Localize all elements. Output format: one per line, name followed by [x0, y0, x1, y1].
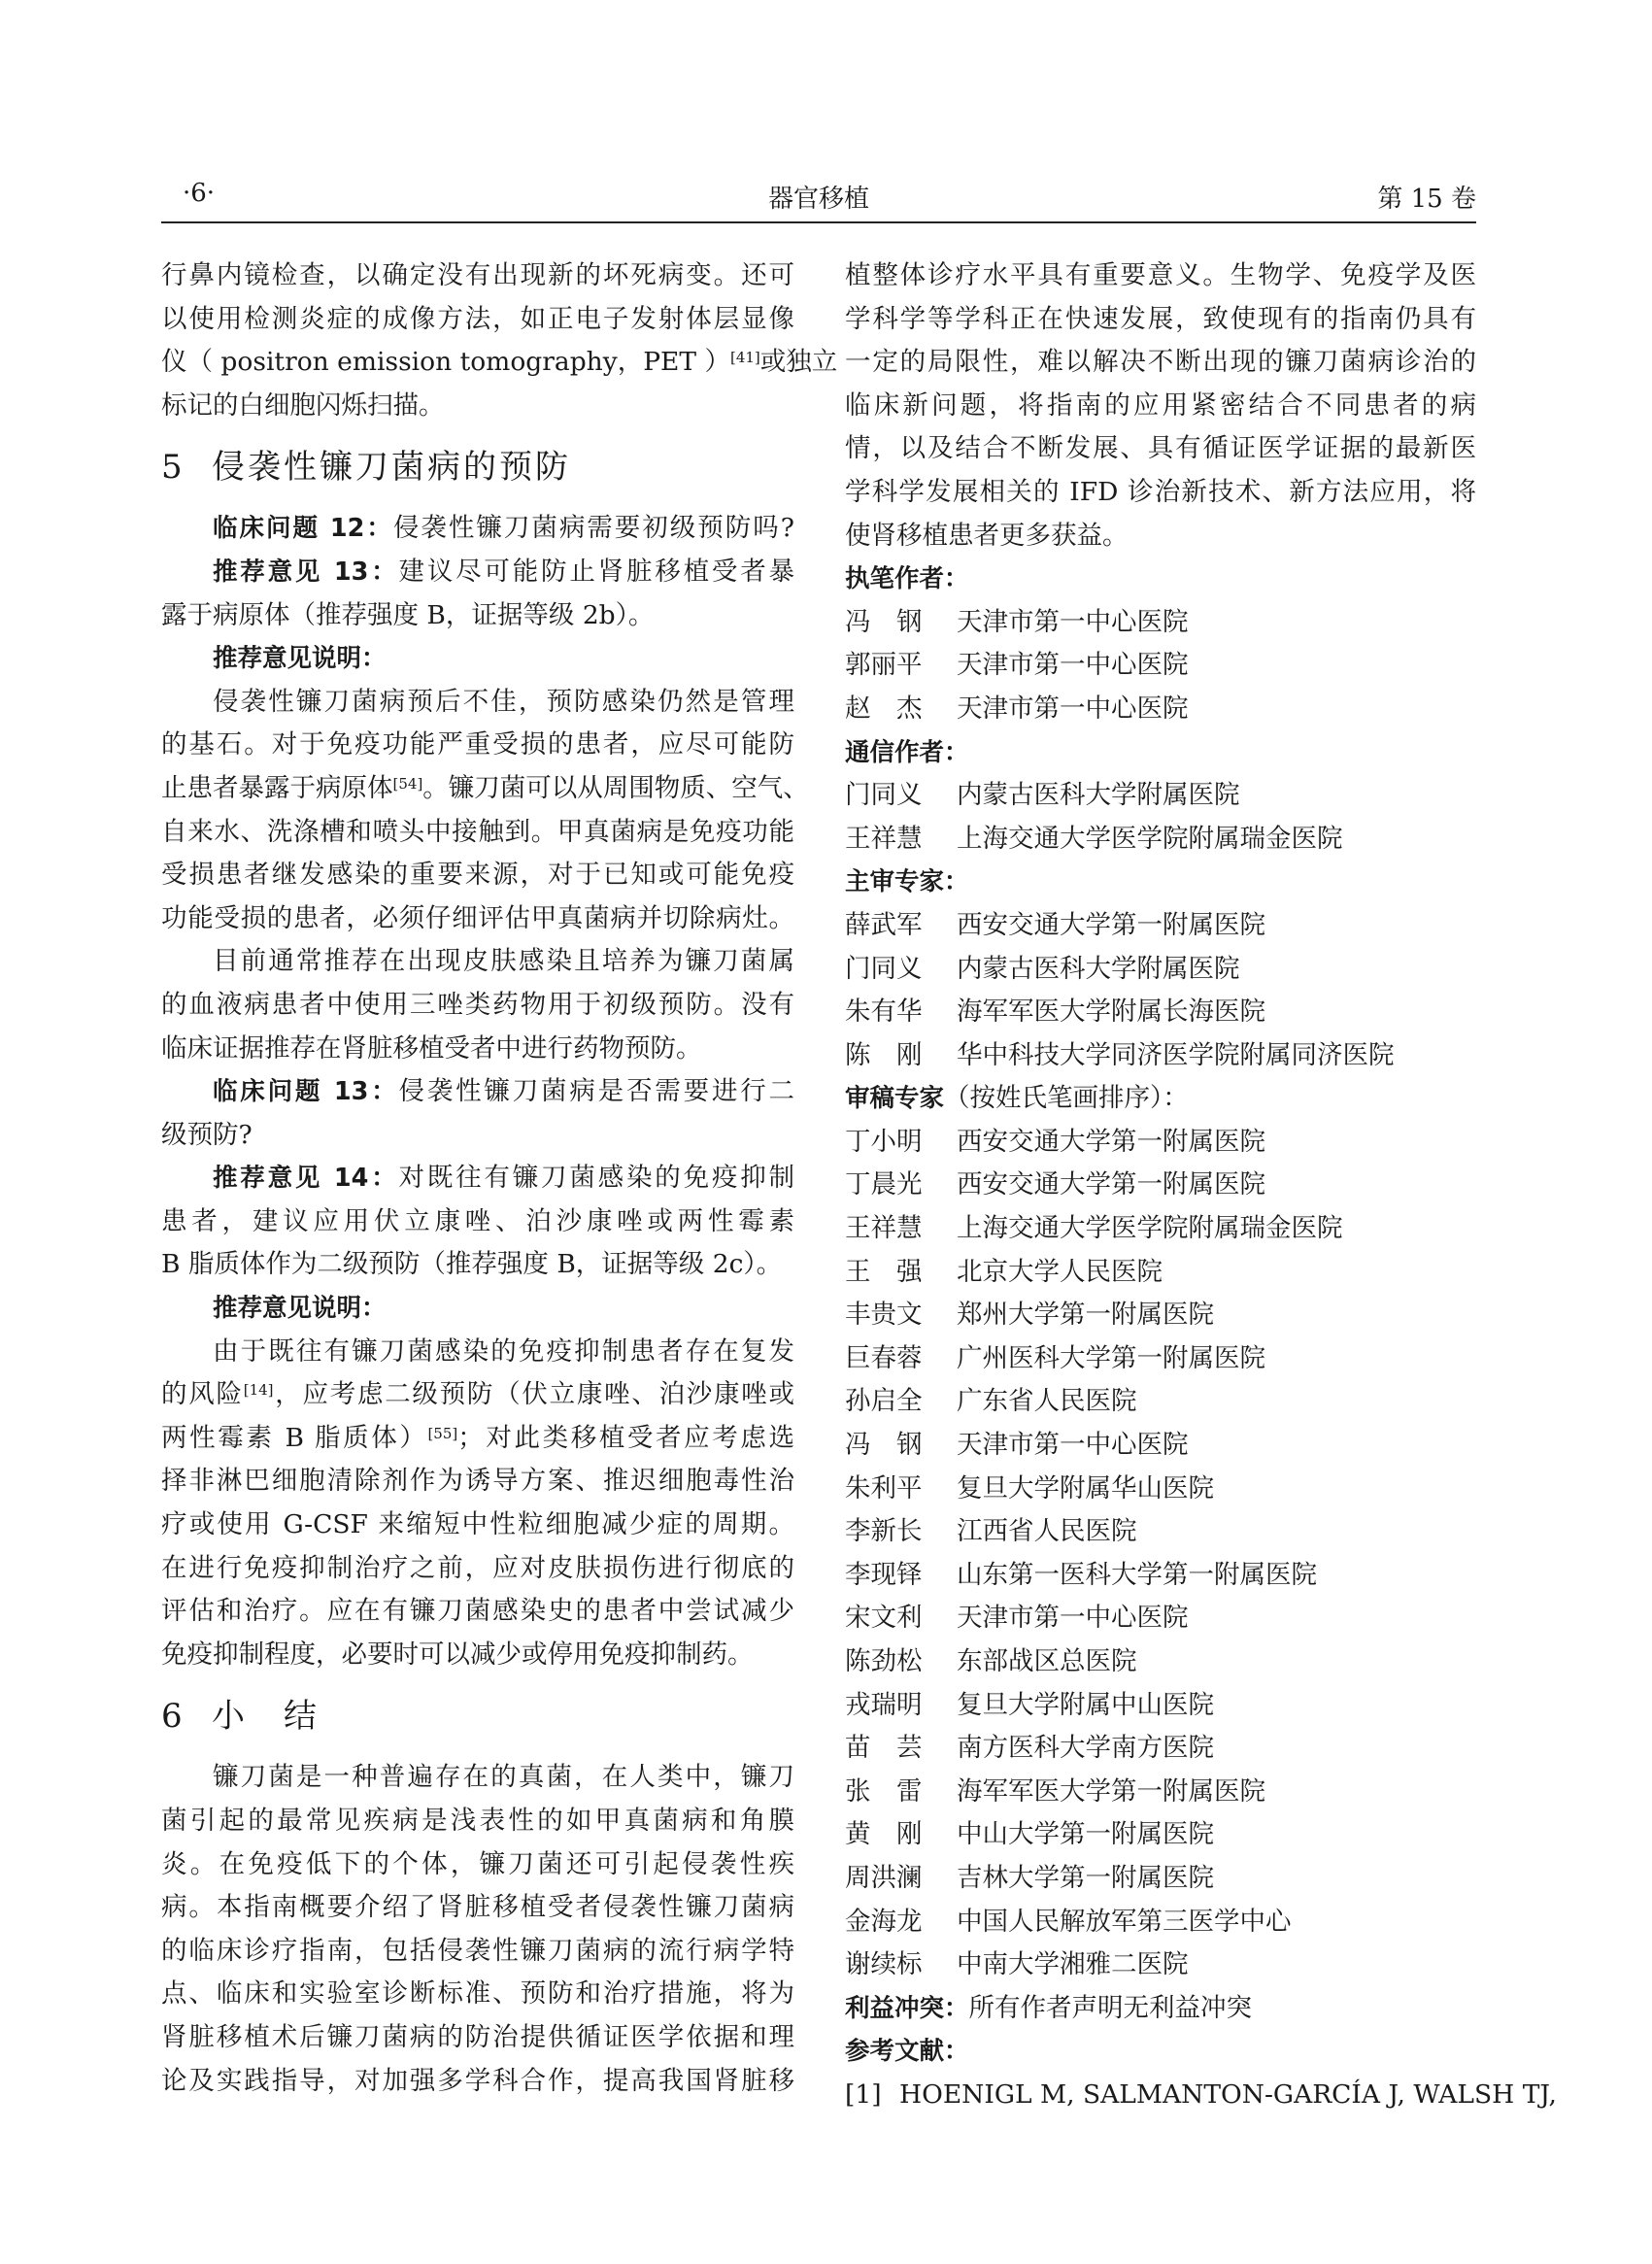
text-line: 露于病原体（推荐强度 B，证据等级 2b）。 — [161, 599, 655, 630]
corresponding-heading: 通信作者： — [845, 737, 969, 767]
text-line: 以使用检测炎症的成像方法，如正电子发射体层显像 — [161, 303, 794, 334]
text-line: 植整体诊疗水平具有重要意义。生物学、免疫学及医 — [845, 260, 1476, 290]
author-row: 谢续标 中南大学湘雅二医院 — [845, 1949, 1189, 1980]
text-line: 疗或使用 G-CSF 来缩短中性粒细胞减少症的周期。 — [161, 1509, 794, 1540]
author-row: 赵 杰 天津市第一中心医院 — [845, 693, 1189, 724]
explanation-heading: 推荐意见说明： — [213, 644, 387, 674]
text-line: 论及实践指导，对加强多学科合作，提高我国肾脏移 — [161, 2065, 794, 2096]
text-line: 的血液病患者中使用三唑类药物用于初级预防。没有 — [161, 989, 794, 1020]
text-line: 择非淋巴细胞清除剂作为诱导方案、推迟细胞毒性治 — [161, 1466, 794, 1497]
left-column — [161, 254, 838, 2103]
author-row: 苗 芸 南方医科大学南方医院 — [845, 1733, 1214, 1764]
citation: [54] — [392, 774, 423, 793]
text-line: 侵袭性镰刀菌病预后不佳，预防感染仍然是管理 — [213, 686, 794, 717]
author-row: 丁小明 西安交通大学第一附属医院 — [845, 1126, 1265, 1157]
recommendation-13: 推荐意见 13：建议尽可能防止肾脏移植受者暴 — [213, 556, 794, 587]
text-line: 镰刀菌是一种普遍存在的真菌，在人类中，镰刀 — [213, 1762, 794, 1793]
text-line: B 脂质体作为二级预防（推荐强度 B，证据等级 2c）。 — [161, 1249, 783, 1280]
writers-heading: 执笔作者： — [845, 564, 969, 594]
text-line: 评估和治疗。应在有镰刀菌感染史的患者中尝试减少 — [161, 1596, 794, 1627]
text-line: 目前通常推荐在出现皮肤感染且培养为镰刀菌属 — [213, 946, 794, 977]
author-row: 门同义 内蒙古医科大学附属医院 — [845, 780, 1240, 811]
author-row: 朱有华 海军军医大学附属长海医院 — [845, 997, 1265, 1028]
text-line: 仪（ positron emission tomography，PET ）[41]或独立 — [161, 347, 838, 378]
text-line: 学科学发展相关的 IFD 诊治新技术、新方法应用，将 — [845, 476, 1476, 507]
author-row: 王祥慧 上海交通大学医学院附属瑞金医院 — [845, 823, 1343, 854]
text-line: 由于既往有镰刀菌感染的免疫抑制患者存在复发 — [213, 1335, 794, 1367]
author-row: 李现铎 山东第一医科大学第一附属医院 — [845, 1559, 1317, 1590]
right-column — [845, 254, 1557, 2117]
author-row: 朱利平 复旦大学附属华山医院 — [845, 1472, 1214, 1504]
text-line: 标记的白细胞闪烁扫描。 — [161, 389, 445, 421]
volume-number: 第 15 卷 — [1377, 185, 1476, 214]
author-row: 门同义 内蒙古医科大学附属医院 — [845, 953, 1240, 984]
text-line: 免疫抑制程度，必要时可以减少或停用免疫抑制药。 — [161, 1639, 754, 1670]
clinical-question-12: 临床问题 12：侵袭性镰刀菌病需要初级预防吗? — [213, 513, 794, 544]
author-row: 李新长 江西省人民医院 — [845, 1516, 1137, 1547]
author-row: 陈 刚 华中科技大学同济医学院附属同济医院 — [845, 1039, 1395, 1070]
text-line: 止患者暴露于病原体[54]。镰刀菌可以从周围物质、空气、 — [161, 772, 809, 803]
author-row: 郭丽平 天津市第一中心医院 — [845, 650, 1189, 681]
section-heading-6: 6 小 结 — [161, 1697, 320, 1737]
text-line: 临床新问题，将指南的应用紧密结合不同患者的病 — [845, 389, 1476, 421]
text-line: 一定的局限性，难以解决不断出现的镰刀菌病诊治的 — [845, 347, 1476, 378]
text-line: 两性霉素 B 脂质体）[55]；对此类移植受者应考虑选 — [161, 1422, 794, 1453]
text-line: 肾脏移植术后镰刀菌病的防治提供循证医学依据和理 — [161, 2021, 794, 2052]
citation: [14] — [243, 1381, 274, 1400]
text-line: 的基石。对于免疫功能严重受损的患者，应尽可能防 — [161, 729, 794, 760]
journal-name: 器官移植 — [767, 185, 869, 214]
author-row: 张 雷 海军军医大学第一附属医院 — [845, 1775, 1265, 1807]
recommendation-14: 推荐意见 14：对既往有镰刀菌感染的免疫抑制 — [213, 1163, 794, 1194]
text-line: 菌引起的最常见疾病是浅表性的如甲真菌病和角膜 — [161, 1806, 794, 1836]
text-line: 行鼻内镜检查，以确定没有出现新的坏死病变。还可 — [161, 260, 794, 290]
author-row: 冯 钢 天津市第一中心医院 — [845, 606, 1189, 637]
text-line: 的风险[14]，应考虑二级预防（伏立康唑、泊沙康唑或 — [161, 1379, 795, 1410]
author-row: 黄 刚 中山大学第一附属医院 — [845, 1819, 1214, 1850]
author-row: 周洪澜 吉林大学第一附属医院 — [845, 1862, 1214, 1893]
author-row: 丁晨光 西安交通大学第一附属医院 — [845, 1169, 1265, 1200]
author-row: 冯 钢 天津市第一中心医院 — [845, 1430, 1189, 1461]
text-line: 炎。在免疫低下的个体，镰刀菌还可引起侵袭性疾 — [161, 1848, 794, 1879]
text-line: 学科学等学科正在快速发展，致使现有的指南仍具有 — [845, 303, 1476, 334]
section-heading-5: 5 侵袭性镰刀菌病的预防 — [161, 448, 571, 488]
author-row: 巨春蓉 广州医科大学第一附属医院 — [845, 1342, 1265, 1373]
text-line: 功能受损的患者，必须仔细评估甲真菌病并切除病灶。 — [161, 902, 794, 933]
conflict-of-interest: 利益冲突：所有作者声明无利益冲突 — [845, 1992, 1253, 2023]
references-heading: 参考文献： — [845, 2037, 969, 2067]
text-line: 自来水、洗涤槽和喷头中接触到。甲真菌病是免疫功能 — [161, 816, 794, 847]
text-line: 级预防? — [161, 1119, 253, 1150]
text-line: 受损患者继发感染的重要来源，对于已知或可能免疫 — [161, 860, 794, 891]
author-row: 宋文利 天津市第一中心医院 — [845, 1603, 1189, 1634]
text-line: 使肾移植患者更多获益。 — [845, 520, 1129, 551]
text-line: 临床证据推荐在肾脏移植受者中进行药物预防。 — [161, 1032, 702, 1064]
text-line: 点、临床和实验室诊断标准、预防和治疗措施，将为 — [161, 1978, 794, 2010]
explanation-heading: 推荐意见说明： — [213, 1294, 387, 1324]
text-line: 情，以及结合不断发展、具有循证医学证据的最新医 — [845, 433, 1476, 464]
chief-reviewers-heading: 主审专家： — [845, 867, 969, 897]
text-line: 患者，建议应用伏立康唑、泊沙康唑或两性霉素 — [161, 1205, 794, 1236]
author-row: 金海龙 中国人民解放军第三医学中心 — [845, 1906, 1292, 1937]
text-line: 在进行免疫抑制治疗之前，应对皮肤损伤进行彻底的 — [161, 1552, 794, 1583]
author-row: 丰贵文 郑州大学第一附属医院 — [845, 1300, 1214, 1331]
author-row: 王祥慧 上海交通大学医学院附属瑞金医院 — [845, 1213, 1343, 1244]
author-row: 孙启全 广东省人民医院 — [845, 1386, 1137, 1417]
author-row: 王 强 北京大学人民医院 — [845, 1256, 1163, 1287]
text-line: 病。本指南概要介绍了肾脏移植受者侵袭性镰刀菌病 — [161, 1892, 794, 1923]
reviewers-heading: 审稿专家（按姓氏笔画排序）： — [845, 1083, 1189, 1114]
page-number: ·6· — [183, 179, 216, 208]
author-row: 薛武军 西安交通大学第一附属医院 — [845, 909, 1265, 940]
page-header — [161, 173, 1476, 223]
citation: [55] — [427, 1424, 458, 1442]
citation: [41] — [729, 349, 760, 367]
author-row: 戎瑞明 复旦大学附属中山医院 — [845, 1689, 1214, 1720]
text-line: 的临床诊疗指南，包括侵袭性镰刀菌病的流行病学特 — [161, 1935, 794, 1966]
reference-item: [1] HOENIGL M, SALMANTON-GARCÍA J, WALSH TJ, — [845, 2078, 1557, 2110]
clinical-question-13: 临床问题 13：侵袭性镰刀菌病是否需要进行二 — [213, 1076, 794, 1107]
author-row: 陈劲松 东部战区总医院 — [845, 1646, 1137, 1676]
